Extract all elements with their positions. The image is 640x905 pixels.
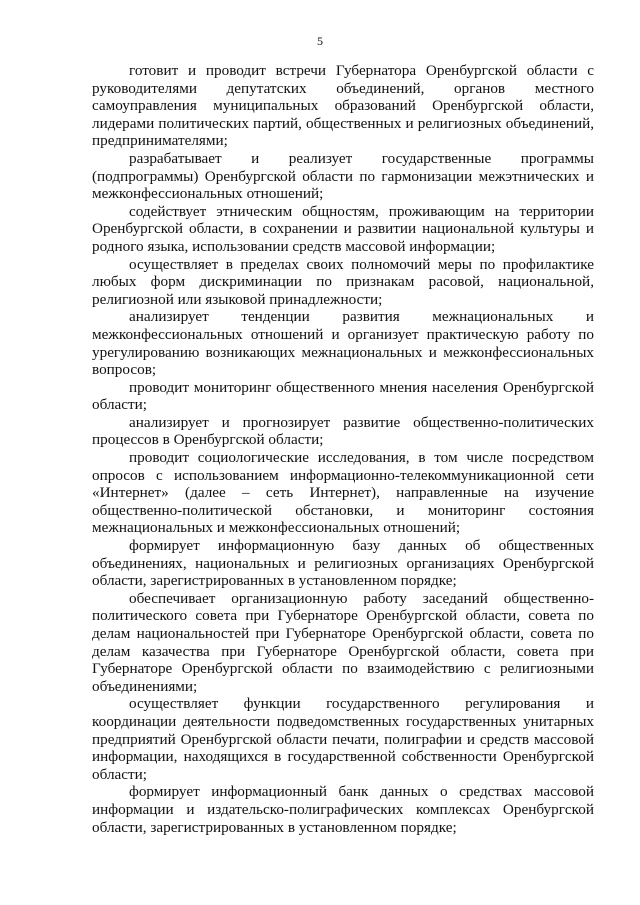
paragraph: анализирует и прогнозирует развитие общественно-политических процессов в Оренбургской области;: [92, 413, 594, 449]
document-body: [92, 62, 594, 836]
paragraph: разрабатывает и реализует государственные программы (подпрограммы) Оренбургской области по гармонизации межэтнических и межконфессиональных отношений;: [92, 149, 594, 203]
paragraph: осуществляет функции государственного регулирования и координации деятельности подведомственных государственных унитарных предприятий Оренбургской области печати, полиграфии и средств массовой информации, находящихся в государственной собственности Оренбургской области;: [92, 695, 594, 783]
paragraph: проводит мониторинг общественного мнения населения Оренбургской области;: [92, 378, 594, 414]
page-number: 5: [317, 34, 323, 48]
paragraph: содействует этническим общностям, проживающим на территории Оренбургской области, в сохранении и развитии национальной культуры и родного языка, использовании средств массовой информации;: [92, 202, 594, 255]
paragraph: формирует информационный банк данных о средствах массовой информации и издательско-полиграфических комплексах Оренбургской области, зарегистрированных в установленном порядке;: [92, 783, 594, 836]
paragraph: анализирует тенденции развития межнациональных и межконфессиональных отношений и организует практическую работу по урегулированию возникающих межнациональных и межконфессиональных вопросов;: [92, 308, 594, 379]
paragraph: проводит социологические исследования, в том числе посредством опросов с использованием информационно-телекоммуникационной сети «Интернет» (далее – сеть Интернет), направленные на изучение общественно-политической обстановки, и мониторинг состояния межнациональных и межконфессиональных отношений;: [92, 449, 594, 537]
paragraph: обеспечивает организационную работу заседаний общественно-политического совета при Губернаторе Оренбургской области, совета по делам национальностей при Губернаторе Оренбургской области, совета по делам казачества при Губернаторе Оренбургской области, совета при Губернаторе Оренбургской области по взаимодействию с религиозными объединениями;: [92, 589, 594, 695]
paragraph: формирует информационную базу данных об общественных объединениях, национальных и религиозных организациях Оренбургской области, зарегистрированных в установленном порядке;: [92, 537, 594, 590]
paragraph: осуществляет в пределах своих полномочий меры по профилактике любых форм дискриминации по признакам расовой, национальной, религиозной или языковой принадлежности;: [92, 255, 594, 308]
paragraph: готовит и проводит встречи Губернатора Оренбургской области с руководителями депутатских объединений, органов местного самоуправления муниципальных образований Оренбургской области, лидерами политических партий, общественных и религиозных объединений, предпринимателями;: [92, 62, 594, 150]
